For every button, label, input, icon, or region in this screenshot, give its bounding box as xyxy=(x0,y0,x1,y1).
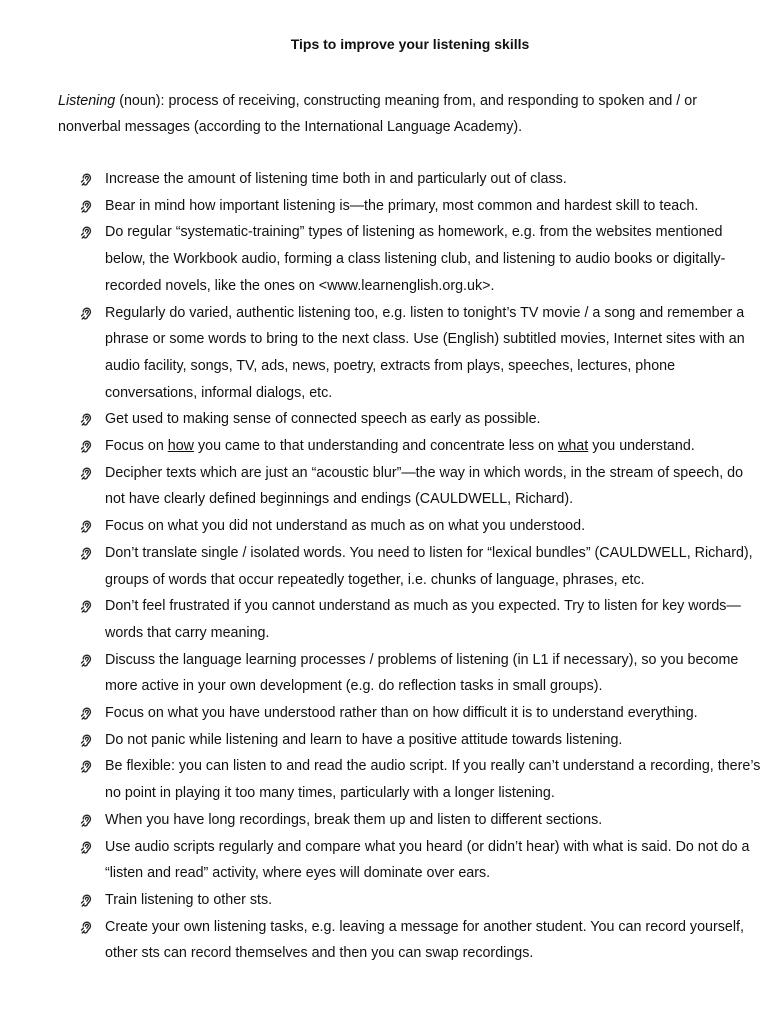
tip-item xyxy=(0,460,765,513)
ear-icon xyxy=(80,547,94,561)
tip-text: Train listening to other sts. xyxy=(105,891,273,908)
ear-icon xyxy=(80,413,94,427)
tip-text: Get used to making sense of connected speech as early as possible. xyxy=(105,411,541,428)
ear-icon xyxy=(80,921,94,935)
ear-icon xyxy=(80,440,94,454)
tip-text: Use audio scripts regularly and compare what you heard (or didn’t hear) with what is said. Do not do a “listen and read” activity, where eyes will dominate over ears. xyxy=(105,838,750,882)
tip-text: Decipher texts which are just an “acoustic blur”—the way in which words, in the stream of speech, do not have clearly defined beginnings and endings (CAULDWELL, Richard). xyxy=(105,464,744,508)
tip-text-after: you understand. xyxy=(588,438,695,455)
ear-icon xyxy=(80,894,94,908)
tip-item xyxy=(0,807,765,834)
ear-icon xyxy=(80,200,94,214)
tip-underlined-how: how xyxy=(167,438,195,455)
ear-icon xyxy=(80,814,94,828)
tip-text: Do not panic while listening and learn to have a positive attitude towards listening. xyxy=(105,731,623,748)
tip-item xyxy=(0,593,765,646)
definition-paragraph xyxy=(58,88,748,140)
ear-icon xyxy=(80,600,94,614)
tip-item xyxy=(0,219,765,299)
tip-text: Do regular “systematic-training” types of listening as homework, e.g. from the websites mentioned below, the Workbook audio, forming a class listening club, and listening to audio books or digitally-recorded novels, like the ones on <www.learnenglish.org.uk>. xyxy=(105,224,726,294)
tip-text: Discuss the language learning processes / problems of listening (in L1 if necessary), so you become more active in your own development (e.g. do reflection tasks in small groups). xyxy=(105,651,739,695)
ear-icon xyxy=(80,226,94,240)
tips-list xyxy=(0,166,768,967)
tip-item xyxy=(0,433,765,460)
definition-text: (noun): process of receiving, constructing meaning from, and responding to spoken and / or nonverbal messages (according to the International Language Academy). xyxy=(58,93,697,135)
definition-term: Listening xyxy=(58,93,116,109)
tip-text: When you have long recordings, break them up and listen to different sections. xyxy=(105,811,603,828)
tip-text: Bear in mind how important listening is—the primary, most common and hardest skill to teach. xyxy=(105,197,699,214)
tip-text: Don’t translate single / isolated words. You need to listen for “lexical bundles” (CAULDWELL, Richard), groups of words that occur repeatedly together, i.e. chunks of language, phrases, etc. xyxy=(105,544,753,588)
ear-icon xyxy=(80,654,94,668)
tip-item xyxy=(0,727,765,754)
ear-icon xyxy=(80,467,94,481)
document-title: Tips to improve your listening skills xyxy=(290,36,530,52)
tip-item xyxy=(0,193,765,220)
tip-text: Be flexible: you can listen to and read the audio script. If you really can’t understand a recording, there’s no point in playing it too many times, particularly with a longer listening. xyxy=(105,758,761,802)
ear-icon xyxy=(80,173,94,187)
tip-text-middle: you came to that understanding and concentrate less on xyxy=(194,438,559,455)
tip-item xyxy=(0,166,765,193)
tip-item xyxy=(0,700,765,727)
ear-icon xyxy=(80,707,94,721)
tip-item xyxy=(0,513,765,540)
tip-item xyxy=(0,406,765,433)
ear-icon xyxy=(80,734,94,748)
tip-item xyxy=(0,647,765,700)
tip-item xyxy=(0,300,765,407)
ear-icon xyxy=(80,760,94,774)
tip-item xyxy=(0,753,765,806)
tip-text: Regularly do varied, authentic listening too, e.g. listen to tonight’s TV movie / a song and remember a phrase or some words to bring to the next class. Use (English) subtitled movies, Internet sites with an audio facility, songs, TV, ads, news, poetry, extracts from plays, speeches, lectures, phone conversations, informal dialogs, etc. xyxy=(105,304,745,401)
tip-item xyxy=(0,914,765,967)
tip-text: Increase the amount of listening time both in and particularly out of class. xyxy=(105,171,567,187)
ear-icon xyxy=(80,307,94,321)
tip-text: Focus on what you have understood rather than on how difficult it is to understand everything. xyxy=(105,705,698,722)
tip-underlined-what: what xyxy=(558,438,589,455)
tip-item xyxy=(0,834,765,887)
tip-item xyxy=(0,540,765,593)
tip-text: Focus on what you did not understand as much as on what you understood. xyxy=(105,518,586,535)
ear-icon xyxy=(80,841,94,855)
tip-text-before: Focus on xyxy=(105,438,168,455)
ear-icon xyxy=(80,520,94,534)
tip-item xyxy=(0,887,765,914)
tip-text: Don’t feel frustrated if you cannot understand as much as you expected. Try to listen for key words—words that carry meaning. xyxy=(105,598,741,641)
tip-text: Create your own listening tasks, e.g. leaving a message for another student. You can record yourself, other sts can record themselves and then you can swap recordings. xyxy=(105,918,744,962)
